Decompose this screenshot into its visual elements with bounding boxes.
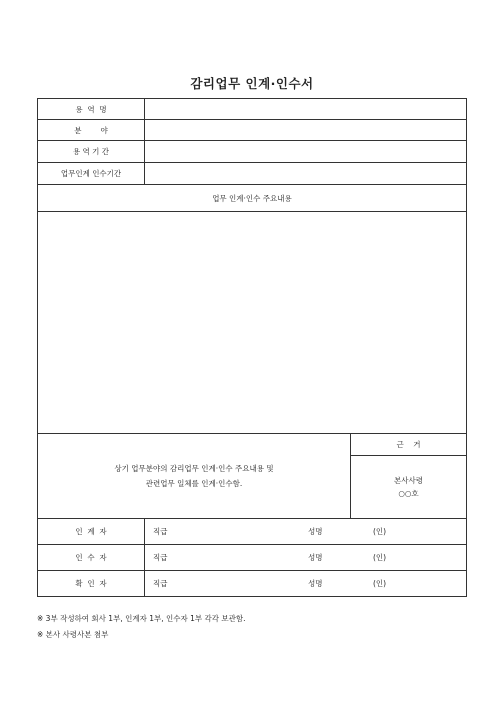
name-label: 성명 — [308, 553, 323, 562]
footnote: ※ 본사 사령사본 첨부 — [37, 630, 109, 639]
signature-role: 인 계 자 — [38, 519, 145, 544]
field-label: 분 야 — [38, 120, 145, 140]
field-row-field — [38, 120, 466, 141]
seal-mark: (인) — [373, 579, 387, 588]
statement-line: 관련업무 일체를 인계·인수함. — [145, 479, 243, 488]
content-header: 업무 인계·인수 주요내용 — [212, 193, 292, 203]
position-label: 직급 — [153, 527, 168, 536]
seal-mark: (인) — [373, 527, 387, 536]
statement-row — [38, 434, 466, 519]
basis-header: 근 거 — [351, 434, 466, 456]
statement — [38, 434, 351, 518]
signature-role: 확 인 자 — [38, 571, 145, 596]
basis-line: ○○호 — [398, 489, 419, 498]
signature-row-handover — [38, 519, 466, 545]
seal-mark: (인) — [373, 553, 387, 562]
footnote: ※ 3부 작성하여 회사 1부, 인계자 1부, 인수자 1부 각각 보관함. — [37, 614, 246, 623]
signature-role: 인 수 자 — [38, 545, 145, 570]
handover-form — [37, 98, 467, 597]
signature-row-confirmer — [38, 571, 466, 596]
field-row-project-name — [38, 99, 466, 120]
field-label: 용 역 기 간 — [38, 141, 145, 162]
name-label: 성명 — [308, 579, 323, 588]
content-header-row — [38, 185, 466, 212]
basis-cell — [351, 434, 466, 518]
field-label: 용 역 명 — [38, 99, 145, 119]
position-label: 직급 — [153, 579, 168, 588]
content-body-area — [38, 212, 466, 434]
name-label: 성명 — [308, 527, 323, 536]
position-label: 직급 — [153, 553, 168, 562]
document-title: 감리업무 인계·인수서 — [190, 76, 314, 91]
basis-line: 본사사령 — [394, 476, 423, 485]
footnotes — [37, 611, 246, 643]
field-row-handover-period — [38, 163, 466, 185]
statement-line: 상기 업무분야의 감리업무 인계·인수 주요내용 및 — [114, 464, 274, 473]
basis-body — [351, 456, 466, 518]
signature-row-takeover — [38, 545, 466, 571]
field-label: 업무인계 인수기간 — [38, 163, 145, 184]
field-row-period — [38, 141, 466, 163]
